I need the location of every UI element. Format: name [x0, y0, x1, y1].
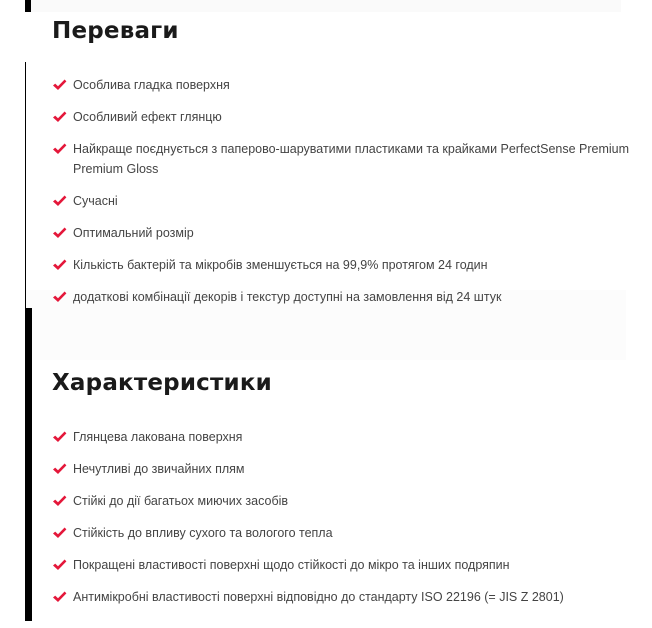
list-item-text: Нечутливі до звичайних плям	[73, 462, 245, 476]
check-icon	[52, 194, 67, 208]
advantages-list	[52, 75, 632, 307]
check-icon	[52, 258, 67, 272]
list-item	[52, 523, 632, 543]
list-item-text: додаткові комбінації декорів і текстур доступні на замовлення від 24 штук	[73, 290, 502, 304]
check-icon	[52, 142, 67, 156]
advantages-section	[52, 14, 632, 319]
list-item-text: Антимікробні властивості поверхні відповідно до стандарту ISO 22196 (= JIS Z 2801)	[73, 590, 564, 604]
check-icon	[52, 110, 67, 124]
check-icon	[52, 226, 67, 240]
list-item	[52, 191, 632, 211]
check-icon	[52, 558, 67, 572]
list-item-text: Оптимальний розмір	[73, 226, 194, 240]
list-item-text: Кількість бактерій та мікробів зменшується на 99,9% протягом 24 годин	[73, 258, 488, 272]
check-icon	[52, 462, 67, 476]
list-item-text: Сучасні	[73, 194, 118, 208]
characteristics-heading: Характеристики	[52, 370, 272, 396]
check-icon	[52, 78, 67, 92]
list-item	[52, 107, 632, 127]
list-item	[52, 459, 632, 479]
left-border-bar	[25, 0, 31, 12]
list-item-text: Найкраще поєднується з паперово-шаруватими пластиками та крайками PerfectSense Premium Premium Gloss	[73, 142, 630, 176]
list-item-text: Глянцева лакована поверхня	[73, 430, 243, 444]
list-item-text: Стійкі до дії багатьох миючих засобів	[73, 494, 289, 508]
list-item	[52, 287, 632, 307]
check-icon	[52, 526, 67, 540]
background-panel	[31, 0, 621, 12]
check-icon	[52, 290, 67, 304]
list-item	[52, 139, 632, 179]
list-item	[52, 555, 632, 575]
list-item-text: Особливий ефект глянцю	[73, 110, 222, 124]
advantages-heading: Переваги	[52, 18, 179, 44]
left-border-line	[25, 62, 26, 310]
characteristics-list	[52, 427, 632, 607]
characteristics-section	[52, 366, 632, 619]
list-item-text: Особлива гладка поверхня	[73, 78, 230, 92]
list-item	[52, 255, 632, 275]
list-item-text: Покращені властивості поверхні щодо стійкості до мікро та інших подряпин	[73, 558, 510, 572]
list-item	[52, 491, 632, 511]
check-icon	[52, 430, 67, 444]
check-icon	[52, 590, 67, 604]
check-icon	[52, 494, 67, 508]
list-item	[52, 75, 632, 95]
list-item	[52, 223, 632, 243]
list-item-text: Стійкість до впливу сухого та вологого тепла	[73, 526, 333, 540]
list-item	[52, 587, 632, 607]
left-border-bar	[25, 308, 32, 621]
list-item	[52, 427, 632, 447]
